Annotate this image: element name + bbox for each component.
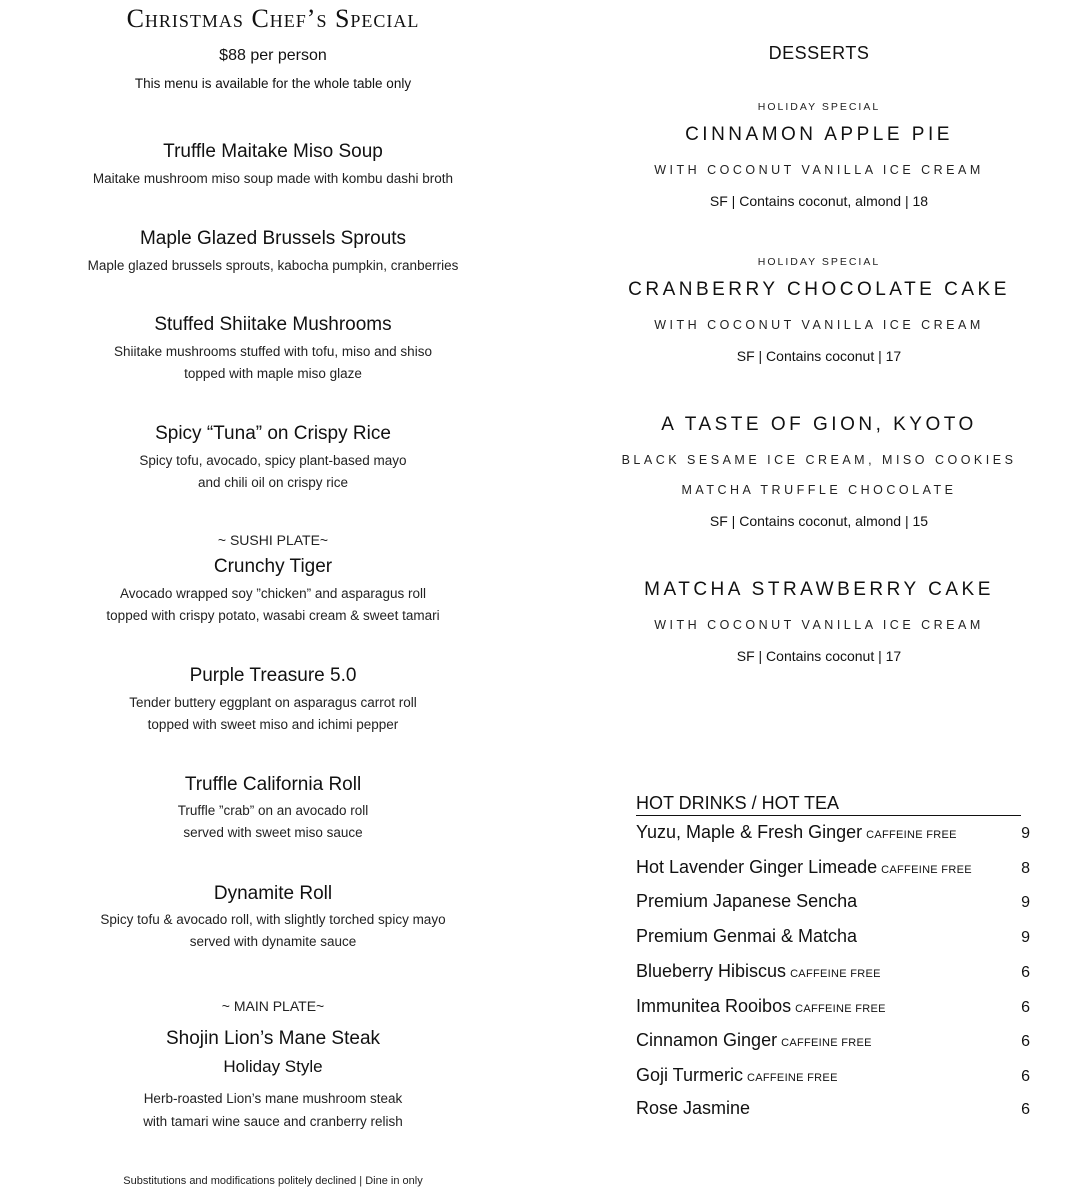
dish-description: served with dynamite sauce <box>189 934 357 949</box>
dish-description: Spicy tofu & avocado roll, with slightly torched spicy mayo <box>100 912 446 927</box>
dessert-description: WITH COCONUT VANILLA ICE CREAM <box>654 163 984 177</box>
dish-name: Crunchy Tiger <box>213 556 333 577</box>
main-dish-name: Shojin Lion’s Mane Steak <box>165 1028 381 1049</box>
main-dish-style: Holiday Style <box>223 1057 323 1076</box>
drink-price: 9 <box>1021 894 1030 911</box>
dish-description: topped with sweet miso and ichimi pepper <box>147 717 399 732</box>
dessert-name: MATCHA STRAWBERRY CAKE <box>644 579 994 600</box>
dish-description: Maitake mushroom miso soup made with kombu dashi broth <box>92 171 454 186</box>
dish-name: Stuffed Shiitake Mushrooms <box>154 314 392 335</box>
drink-name: Hot Lavender Ginger Limeade <box>636 857 878 877</box>
caffeine-note: CAFFEINE FREE <box>781 1037 872 1049</box>
drink-row <box>636 822 1030 848</box>
dessert-info: SF | Contains coconut | 17 <box>736 648 902 664</box>
dish-description: Shiitake mushrooms stuffed with tofu, miso and shiso <box>114 344 432 359</box>
dish-description: Tender buttery eggplant on asparagus carrot roll <box>129 695 417 710</box>
sushi-plate-label: ~ SUSHI PLATE~ <box>217 532 329 548</box>
dessert-description: WITH COCONUT VANILLA ICE CREAM <box>654 618 984 632</box>
dessert-description: WITH COCONUT VANILLA ICE CREAM <box>654 318 984 332</box>
drink-name: Goji Turmeric <box>636 1065 744 1085</box>
drink-row <box>636 1030 1030 1056</box>
drink-label <box>636 926 861 947</box>
caffeine-note: CAFFEINE FREE <box>790 968 881 980</box>
drink-row <box>636 926 1030 952</box>
drink-label <box>636 1030 872 1051</box>
drink-name: Immunitea Rooibos <box>636 996 792 1016</box>
dish-name: Truffle Maitake Miso Soup <box>163 141 383 162</box>
special-price: $88 per person <box>219 47 327 64</box>
dessert-info: SF | Contains coconut, almond | 18 <box>709 193 929 209</box>
dish-name: Maple Glazed Brussels Sprouts <box>139 228 407 249</box>
drink-price: 6 <box>1021 1068 1030 1085</box>
drink-price: 6 <box>1021 1101 1030 1118</box>
dish-description: topped with maple miso glaze <box>184 366 362 381</box>
drink-label <box>636 1098 754 1119</box>
drink-row <box>636 1098 1030 1124</box>
dessert-info: SF | Contains coconut, almond | 15 <box>709 513 929 529</box>
main-plate-label: ~ MAIN PLATE~ <box>221 998 325 1014</box>
caffeine-note: CAFFEINE FREE <box>866 829 957 841</box>
drink-name: Rose Jasmine <box>636 1098 751 1118</box>
drink-label <box>636 822 957 843</box>
dish-description: and chili oil on crispy rice <box>197 475 349 490</box>
dish-description: served with sweet miso sauce <box>183 825 363 840</box>
drink-price: 6 <box>1021 999 1030 1016</box>
drink-label <box>636 857 972 878</box>
drink-name: Yuzu, Maple & Fresh Ginger <box>636 822 863 842</box>
drink-label <box>636 891 861 912</box>
dish-description: Maple glazed brussels sprouts, kabocha pumpkin, cranberries <box>87 258 459 273</box>
drink-price: 6 <box>1021 964 1030 981</box>
drink-row <box>636 996 1030 1022</box>
dish-description: topped with crispy potato, wasabi cream & sweet tamari <box>106 608 440 623</box>
caffeine-note: CAFFEINE FREE <box>747 1072 838 1084</box>
drink-name: Premium Genmai & Matcha <box>636 926 858 946</box>
drink-row <box>636 1065 1030 1091</box>
drink-row <box>636 891 1030 917</box>
special-note: This menu is available for the whole table only <box>134 76 412 91</box>
dish-description: Avocado wrapped soy ”chicken” and asparagus roll <box>120 586 426 601</box>
desserts-title: DESSERTS <box>768 43 870 63</box>
dessert-name: CRANBERRY CHOCOLATE CAKE <box>628 279 1010 300</box>
hot-drinks-title: HOT DRINKS / HOT TEA <box>636 792 1021 816</box>
dish-description: with tamari wine sauce and cranberry relish <box>143 1114 403 1129</box>
dessert-name: CINNAMON APPLE PIE <box>685 124 953 145</box>
dish-name: Purple Treasure 5.0 <box>189 665 357 686</box>
footer-note: Substitutions and modifications politely declined | Dine in only <box>123 1175 423 1187</box>
dish-description: Truffle ”crab” on an avocado roll <box>177 803 369 818</box>
dish-name: Dynamite Roll <box>213 883 333 904</box>
drink-row <box>636 961 1030 987</box>
dessert-description: BLACK SESAME ICE CREAM, MISO COOKIES <box>621 453 1017 467</box>
drink-label <box>636 961 881 982</box>
drink-name: Cinnamon Ginger <box>636 1030 778 1050</box>
special-title: Christmas Chef’s Special <box>126 4 420 33</box>
drink-name: Blueberry Hibiscus <box>636 961 787 981</box>
drink-price: 9 <box>1021 929 1030 946</box>
dessert-description: MATCHA TRUFFLE CHOCOLATE <box>681 483 957 497</box>
caffeine-note: CAFFEINE FREE <box>881 864 972 876</box>
drink-name: Premium Japanese Sencha <box>636 891 858 911</box>
dish-name: Spicy “Tuna” on Crispy Rice <box>155 423 391 444</box>
dish-name: Truffle California Roll <box>184 774 362 795</box>
drink-row <box>636 857 1030 883</box>
drink-price: 9 <box>1021 825 1030 842</box>
drink-price: 8 <box>1021 860 1030 877</box>
dish-description: Spicy tofu, avocado, spicy plant-based mayo <box>139 453 407 468</box>
drink-label <box>636 1065 838 1086</box>
drink-label <box>636 996 886 1017</box>
dessert-tag: HOLIDAY SPECIAL <box>757 256 881 268</box>
dessert-name: A TASTE OF GION, KYOTO <box>661 414 977 435</box>
dish-description: Herb-roasted Lion’s mane mushroom steak <box>143 1091 403 1106</box>
drink-price: 6 <box>1021 1033 1030 1050</box>
dessert-tag: HOLIDAY SPECIAL <box>757 101 881 113</box>
caffeine-note: CAFFEINE FREE <box>795 1003 886 1015</box>
dessert-info: SF | Contains coconut | 17 <box>736 348 902 364</box>
